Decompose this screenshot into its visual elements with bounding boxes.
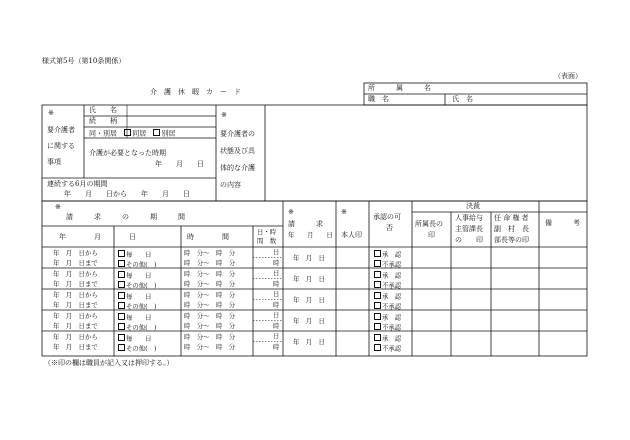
request-date — [293, 297, 325, 303]
remarks-header: 備 考 — [545, 219, 580, 227]
form-number: 様式第5号（第10条関係） — [42, 57, 126, 65]
approve-label: 承 認 — [382, 292, 402, 301]
hr-header-1: 人事給与 — [455, 214, 483, 222]
time-range-2 — [184, 323, 235, 329]
hour-unit — [273, 281, 279, 287]
day-unit — [273, 270, 279, 276]
request-date-header-1: 請 求 — [288, 220, 323, 228]
from-text-label: 年 月 日から — [53, 249, 98, 257]
other-days — [118, 323, 157, 331]
hr-header-3: の 印 — [455, 236, 483, 244]
day-unit — [273, 291, 279, 297]
disapprove — [374, 260, 401, 268]
other-days-label: その他( ) — [126, 302, 157, 311]
seal-header: 本人印 — [341, 231, 362, 239]
cohabit-checkbox[interactable] — [124, 129, 131, 136]
every-day-label: 毎 日 — [126, 313, 152, 322]
care-label-line-2: に関する — [47, 142, 75, 150]
hour-unit — [273, 323, 279, 329]
day-unit-label: 日 — [273, 332, 280, 340]
disapprove — [374, 281, 401, 289]
day-unit-label: 日 — [273, 269, 280, 277]
from-text — [53, 292, 98, 298]
time-range-1 — [184, 250, 235, 256]
disapprove-checkbox[interactable] — [374, 281, 381, 288]
every-day — [118, 271, 152, 279]
state-label-line-1: 要介護者の — [220, 130, 255, 138]
hour-unit — [273, 344, 279, 350]
relation-label: 続 柄 — [89, 117, 117, 125]
day-unit — [273, 312, 279, 318]
mayor-header-2: 副 村 長 — [494, 225, 529, 233]
period-value: 年 月 日から 年 月 日 — [64, 190, 190, 198]
request-date — [293, 339, 325, 345]
from-text-label: 年 月 日から — [53, 312, 98, 320]
from-text-label: 年 月 日から — [53, 291, 98, 299]
time-range-2-label: 時 分～ 時 分 — [184, 259, 236, 267]
approve-label: 承 認 — [382, 313, 402, 322]
disapprove-checkbox[interactable] — [374, 323, 381, 330]
from-text — [53, 334, 98, 340]
table-mark: ※ — [55, 203, 61, 211]
state-label-line-2: 状態及び具 — [220, 147, 255, 155]
other-days-checkbox[interactable] — [118, 323, 125, 330]
living-label: 同・別居 — [89, 129, 117, 138]
mayor-header-3: 部長等の印 — [494, 236, 529, 244]
disapprove — [374, 323, 401, 331]
approve-label: 承 認 — [382, 334, 402, 343]
footnote: （※印の欄は職員が記入又は押印する。） — [44, 359, 174, 367]
time-range-1-label: 時 分～ 時 分 — [184, 270, 236, 278]
from-text — [53, 313, 98, 319]
state-label-line-4: の内容 — [220, 181, 241, 189]
request-period-header: 請 求 の 期 間 — [66, 213, 185, 221]
approval-header-2: 否 — [386, 224, 393, 232]
every-day-label: 毎 日 — [126, 334, 152, 343]
every-day-label: 毎 日 — [126, 271, 152, 280]
every-day-checkbox[interactable] — [118, 292, 125, 299]
request-date-label: 年 月 日 — [293, 296, 325, 304]
approve-checkbox[interactable] — [374, 250, 381, 257]
every-day-checkbox[interactable] — [118, 250, 125, 257]
mayor-header-1: 任 命 権 者 — [494, 214, 529, 222]
every-day — [118, 334, 152, 342]
hour-unit — [273, 302, 279, 308]
disapprove — [374, 302, 401, 310]
approve-checkbox[interactable] — [374, 313, 381, 320]
request-date — [293, 276, 325, 282]
position-label: 職 名 — [368, 95, 389, 103]
other-days — [118, 281, 157, 289]
hour-unit-label: 時 — [273, 280, 280, 288]
other-days-checkbox[interactable] — [118, 281, 125, 288]
other-days-label: その他( ) — [126, 281, 157, 290]
every-day-checkbox[interactable] — [118, 313, 125, 320]
other-days — [118, 302, 157, 310]
approval-header-1: 承認の可 — [373, 213, 401, 221]
separate-label: 別居 — [161, 129, 176, 138]
every-day-checkbox[interactable] — [118, 271, 125, 278]
request-date-label: 年 月 日 — [293, 317, 325, 325]
request-date — [293, 255, 325, 261]
approve — [374, 271, 401, 279]
care-label-line-1: 要介護者 — [47, 126, 75, 134]
time-range-1 — [184, 313, 235, 319]
separate-checkbox[interactable] — [153, 129, 160, 136]
from-text — [53, 271, 98, 277]
every-day — [118, 250, 152, 258]
other-days-checkbox[interactable] — [118, 302, 125, 309]
day-unit — [273, 249, 279, 255]
approve — [374, 250, 401, 258]
to-text — [53, 344, 98, 350]
time-range-2-label: 時 分～ 時 分 — [184, 301, 236, 309]
time-range-1 — [184, 334, 235, 340]
every-day-checkbox[interactable] — [118, 334, 125, 341]
form-title: 介 護 休 暇 カ ー ド — [150, 88, 241, 96]
from-text-label: 年 月 日から — [53, 270, 98, 278]
to-text — [53, 260, 98, 266]
living-row — [89, 129, 175, 138]
approve — [374, 292, 401, 300]
approve — [374, 313, 401, 321]
disapprove-checkbox[interactable] — [374, 260, 381, 267]
disapprove-label: 不承認 — [382, 323, 402, 332]
time-range-1-label: 時 分～ 時 分 — [184, 291, 236, 299]
disapprove-checkbox[interactable] — [374, 344, 381, 351]
time-range-2-label: 時 分～ 時 分 — [184, 343, 236, 351]
from-text — [53, 250, 98, 256]
request-date-label: 年 月 日 — [293, 254, 325, 262]
time-range-2 — [184, 302, 235, 308]
time-range-1 — [184, 271, 235, 277]
approve-checkbox[interactable] — [374, 292, 381, 299]
request-date-mark: ※ — [288, 208, 294, 216]
time-range-2 — [184, 281, 235, 287]
care-needed-label: 介護が必要となった時期 — [89, 149, 166, 157]
other-days-label: その他( ) — [126, 260, 157, 269]
days-hours-header-1: 日・時 — [257, 228, 277, 236]
recipient-name-label: 氏 名 — [89, 106, 117, 114]
from-text-label: 年 月 日から — [53, 333, 98, 341]
care-label-line-3: 事項 — [47, 158, 61, 166]
approve — [374, 334, 401, 342]
time-range-1-label: 時 分～ 時 分 — [184, 249, 236, 257]
state-mark: ※ — [221, 111, 227, 119]
care-needed-date: 年 月 日 — [155, 160, 204, 168]
hour-unit-label: 時 — [273, 343, 280, 351]
day-unit-label: 日 — [273, 248, 280, 256]
hr-header-2: 主管課長 — [455, 225, 483, 233]
affiliation-label: 所 属 名 — [368, 84, 431, 92]
other-days — [118, 344, 157, 352]
to-text-label: 年 月 日まで — [53, 301, 98, 309]
other-days — [118, 260, 157, 268]
hour-unit-label: 時 — [273, 259, 280, 267]
disapprove-label: 不承認 — [382, 281, 402, 290]
to-text-label: 年 月 日まで — [53, 280, 98, 288]
request-date-label: 年 月 日 — [293, 275, 325, 283]
time-range-1-label: 時 分～ 時 分 — [184, 333, 236, 341]
request-date-label: 年 月 日 — [293, 338, 325, 346]
period-label: 連続する6月の期間 — [47, 180, 108, 188]
request-date — [293, 318, 325, 324]
decision-header: 決裁 — [466, 202, 480, 210]
time-range-2 — [184, 260, 235, 266]
care-mark: ※ — [48, 109, 54, 117]
other-days-label: その他( ) — [126, 323, 157, 332]
approve-checkbox[interactable] — [374, 334, 381, 341]
day-unit — [273, 333, 279, 339]
hour-unit — [273, 260, 279, 266]
every-day-label: 毎 日 — [126, 250, 152, 259]
time-range-2 — [184, 344, 235, 350]
disapprove-label: 不承認 — [382, 260, 402, 269]
request-date-header-2: 年 月 日 — [288, 231, 333, 239]
to-text — [53, 302, 98, 308]
date-column-header: 年 月 日 — [59, 233, 136, 241]
seal-mark: ※ — [341, 208, 347, 216]
dept-head-header-2: 印 — [428, 231, 435, 239]
other-days-checkbox[interactable] — [118, 344, 125, 351]
time-column-header: 時 間 — [187, 233, 229, 241]
time-range-2-label: 時 分～ 時 分 — [184, 322, 236, 330]
disapprove-label: 不承認 — [382, 344, 402, 353]
to-text-label: 年 月 日まで — [53, 259, 98, 267]
to-text-label: 年 月 日まで — [53, 322, 98, 330]
time-range-1 — [184, 292, 235, 298]
other-days-checkbox[interactable] — [118, 260, 125, 267]
name-label: 氏 名 — [452, 95, 473, 103]
other-days-label: その他( ) — [126, 344, 157, 353]
approve-label: 承 認 — [382, 250, 402, 259]
state-label-line-3: 体的な介護 — [220, 164, 255, 172]
side-label: （表面） — [554, 72, 582, 80]
approve-checkbox[interactable] — [374, 271, 381, 278]
cohabit-label: 同居 — [132, 129, 147, 138]
every-day — [118, 313, 152, 321]
disapprove-checkbox[interactable] — [374, 302, 381, 309]
approve-label: 承 認 — [382, 271, 402, 280]
time-range-1-label: 時 分～ 時 分 — [184, 312, 236, 320]
day-unit-label: 日 — [273, 290, 280, 298]
to-text — [53, 281, 98, 287]
days-hours-header-2: 間 数 — [257, 237, 277, 245]
day-unit-label: 日 — [273, 311, 280, 319]
every-day — [118, 292, 152, 300]
to-text — [53, 323, 98, 329]
hour-unit-label: 時 — [273, 301, 280, 309]
every-day-label: 毎 日 — [126, 292, 152, 301]
time-range-2-label: 時 分～ 時 分 — [184, 280, 236, 288]
disapprove — [374, 344, 401, 352]
hour-unit-label: 時 — [273, 322, 280, 330]
to-text-label: 年 月 日まで — [53, 343, 98, 351]
dept-head-header-1: 所属長の — [415, 220, 443, 228]
disapprove-label: 不承認 — [382, 302, 402, 311]
